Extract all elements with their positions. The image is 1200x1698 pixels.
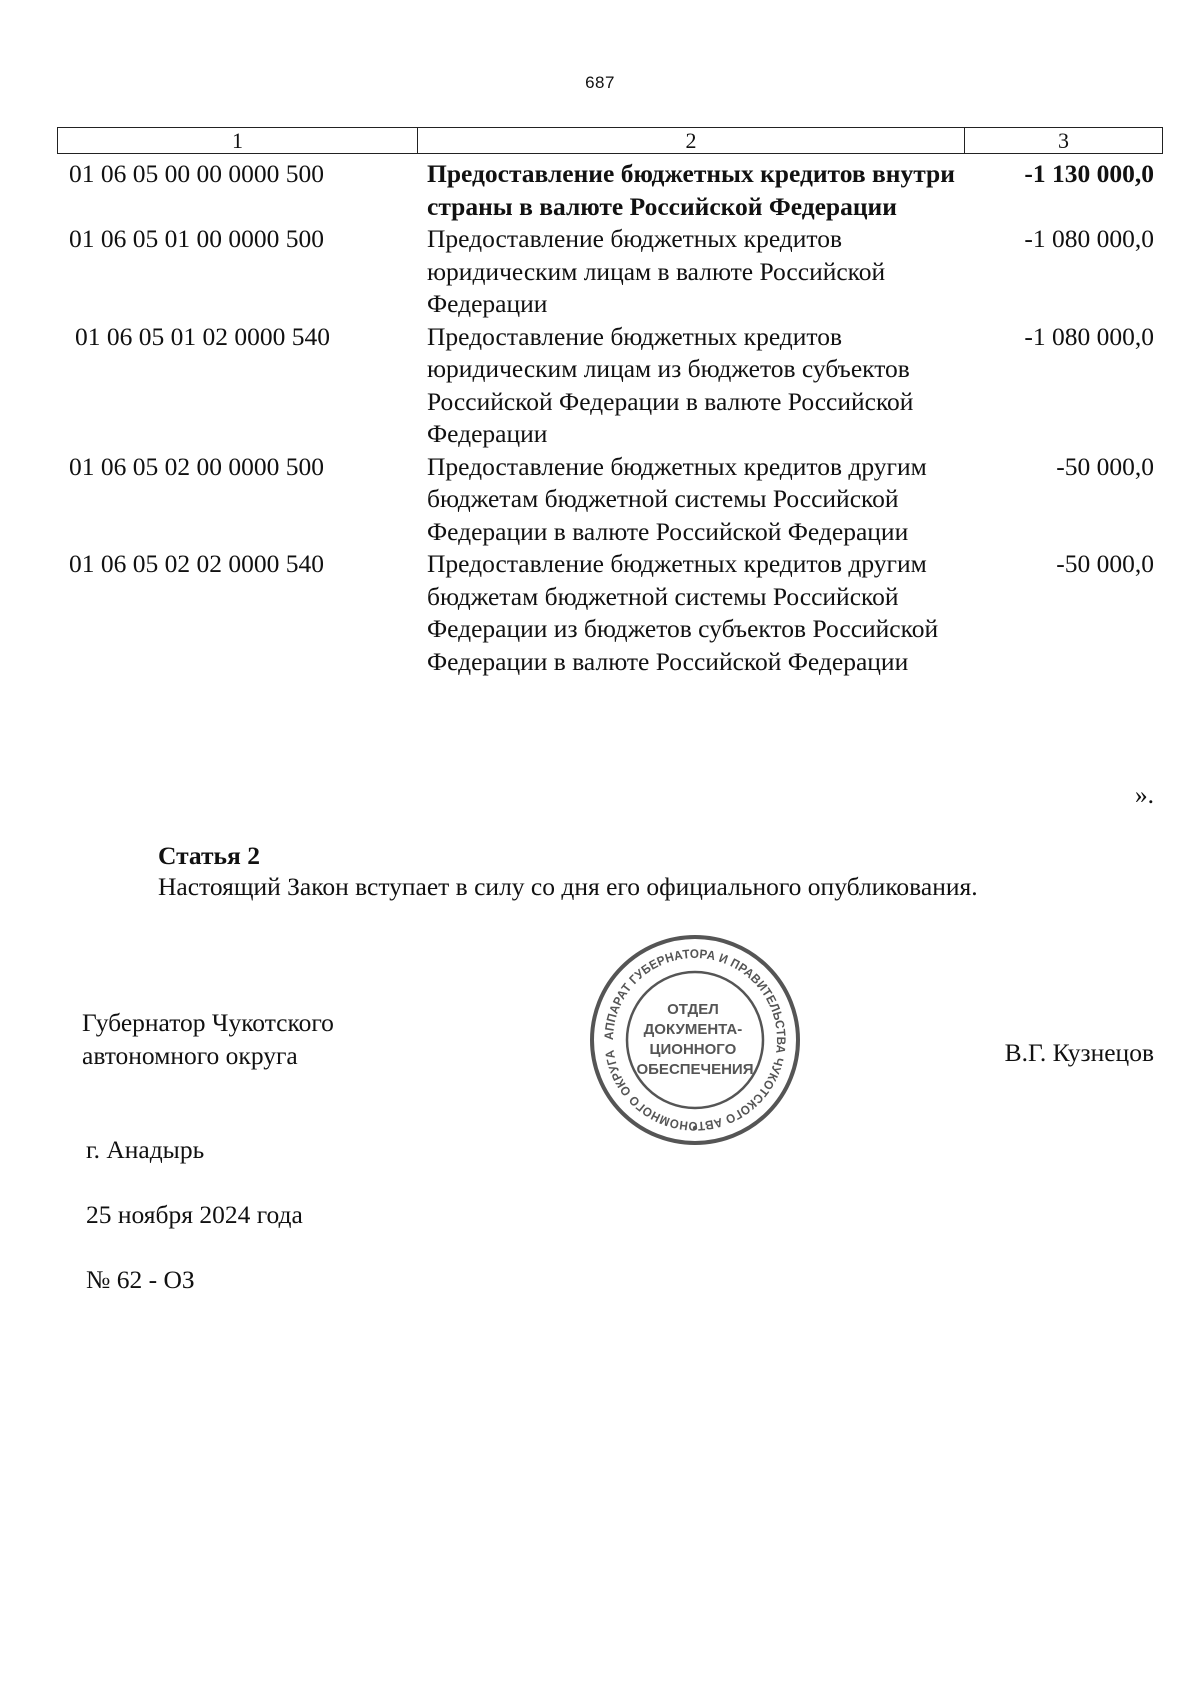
row-code: 01 06 05 02 00 0000 500 — [69, 451, 324, 481]
column-header-1: 1 — [58, 128, 418, 153]
table-row — [57, 223, 1163, 321]
table-row — [57, 548, 1163, 678]
svg-text:ОТДЕЛ ДОКУМЕНТА- ЦИОНН: ОТДЕЛ ДОКУМЕНТА- ЦИОННОГО ОБЕСПЕЧЕНИЯ — [636, 1001, 754, 1078]
stamp-dot — [693, 1126, 697, 1130]
stamp-outer-ring — [592, 937, 798, 1143]
stamp-inner-ring — [627, 972, 763, 1108]
law-number: № 62 - ОЗ — [86, 1265, 195, 1294]
place-of-signing: г. Анадырь — [86, 1135, 205, 1164]
row-amount: -1 080 000,0 — [1024, 321, 1154, 351]
signatory-name: В.Г. Кузнецов — [1004, 1038, 1154, 1067]
table-header — [57, 127, 1163, 154]
signatory-title-line: автономного округа — [82, 1041, 298, 1070]
row-amount: -50 000,0 — [1056, 549, 1154, 578]
row-code: 01 06 05 01 02 0000 540 — [75, 321, 330, 351]
signatory-title-line: Губернатор Чукотского — [82, 1008, 334, 1037]
table-row — [57, 158, 1163, 223]
column-header-2: 2 — [418, 128, 965, 153]
row-amount: -1 130 000,0 — [1024, 159, 1154, 188]
row-name: Предоставление бюджетных кредитов внутри страны в валюте Российской Федерации — [427, 159, 955, 221]
signing-date: 25 ноября 2024 года — [86, 1200, 303, 1229]
article-title: Статья 2 — [158, 841, 260, 870]
row-code: 01 06 05 02 02 0000 540 — [69, 549, 324, 578]
row-code: 01 06 05 00 00 0000 500 — [69, 159, 324, 188]
row-code: 01 06 05 01 00 0000 500 — [69, 224, 324, 253]
row-name: Предоставление бюджетных кредитов другим бюджетам бюджетной системы Российской Федерации в валюте Российской Федерации — [427, 451, 927, 546]
article-text: Настоящий Закон вступает в силу со дня его официального опубликования. — [158, 872, 978, 901]
closing-quote: ». — [1134, 780, 1154, 809]
page-number: 687 — [585, 73, 615, 92]
table-row — [57, 451, 1163, 549]
row-amount: -50 000,0 — [1056, 451, 1154, 481]
row-name: Предоставление бюджетных кредитов юридическим лицам в валюте Российской Федерации — [427, 224, 886, 318]
table-body — [57, 158, 1163, 678]
signatory-title — [82, 1006, 334, 1072]
svg-text:АППАРАТ ГУБЕРНАТОРА И ПРАВИТЕЛ: АППАРАТ ГУБЕРНАТОРА И ПРАВИТЕЛЬСТВА ЧУКОТСКОГО АВТОНОМНОГО ОКРУГА — [601, 946, 789, 1134]
official-stamp — [587, 932, 803, 1148]
column-header-3: 3 — [1058, 128, 1069, 153]
row-name: Предоставление бюджетных кредитов юридическим лицам из бюджетов субъектов Российской Федерации в валюте Российской Федерации — [427, 321, 914, 448]
row-name: Предоставление бюджетных кредитов другим бюджетам бюджетной системы Российской Федерации из бюджетов субъектов Российской Федерации в валюте Российской Федерации — [427, 549, 939, 676]
table-row — [57, 321, 1163, 451]
row-amount: -1 080 000,0 — [1024, 224, 1154, 253]
